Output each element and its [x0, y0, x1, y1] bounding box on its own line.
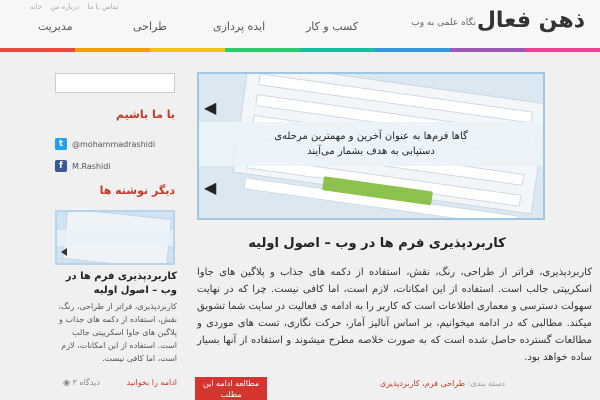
site-tagline: نگاه علمی به وب — [411, 18, 476, 28]
twitter-icon: t — [55, 138, 67, 150]
other-posts-title: دیگر نوشته ها — [99, 184, 175, 197]
search-input[interactable] — [55, 73, 175, 93]
meta-tags[interactable]: طراحی فرم، کاربردپذیری — [380, 379, 466, 388]
meta-label: دسته بندی: — [467, 379, 505, 388]
side-comments-count[interactable]: ◉ ۳ دیدگاه — [63, 378, 100, 387]
post-title[interactable]: کاربردپذیری فرم ها در وب – اصول اولیه — [248, 236, 506, 251]
arrow-icon: ◀ — [204, 98, 217, 117]
side-post-title[interactable]: کاربردپذیری فرم ها در وب – اصول اولیه — [65, 271, 177, 296]
color-stripe-segment — [375, 48, 450, 52]
color-stripe-segment — [450, 48, 525, 52]
facebook-link[interactable] — [55, 158, 111, 174]
nav-management[interactable]: مدیریت — [38, 20, 73, 33]
twitter-handle: @mohammadrashidi — [72, 139, 156, 149]
follow-title: با ما باشیم — [115, 108, 175, 121]
side-post-thumbnail[interactable] — [55, 210, 175, 265]
color-stripe-segment — [300, 48, 375, 52]
top-link-about[interactable]: درباره من — [50, 3, 80, 11]
top-links — [30, 3, 125, 11]
hero-caption-line-1: گاها فرم‌ها به عنوان آخرین و مهمترین مرحله‌ی — [274, 131, 468, 142]
hero-caption — [199, 122, 543, 166]
read-more-button[interactable]: مطالعه ادامه این مطلب — [195, 377, 267, 400]
twitter-link[interactable] — [55, 136, 155, 152]
color-stripe-segment — [0, 48, 75, 52]
color-stripe-segment — [525, 48, 600, 52]
hero-caption-line-2: دستیابی به هدف بشمار می‌آیند — [307, 146, 435, 157]
top-link-home[interactable]: خانه — [30, 3, 43, 11]
facebook-name: M.Rashidi — [72, 161, 111, 171]
side-read-more[interactable]: ادامه را بخوانید — [126, 378, 177, 387]
site-logo[interactable]: ذهن فعال — [476, 8, 585, 33]
nav-design[interactable]: طراحی — [133, 20, 167, 33]
side-thumbnail-image — [57, 212, 175, 265]
facebook-icon: f — [55, 160, 67, 172]
color-stripe-segment — [150, 48, 225, 52]
header — [0, 0, 600, 48]
nav-ideation[interactable]: ایده پردازی — [213, 20, 266, 33]
nav-business[interactable]: کسب و کار — [306, 20, 359, 33]
color-stripe — [0, 48, 600, 52]
top-link-contact[interactable]: تماس با ما — [87, 3, 119, 11]
side-post-excerpt: کاربردپذیری، فراتر از طراحی، رنگ، نقش، استفاده از دکمه های جذاب و پلاگین های جاوا اسکریپتی جالب است. استفاده از این امکانات، لازم است، اما کافی نیست. — [58, 302, 177, 363]
post-excerpt: کاربردپذیری، فراتر از طراحی، رنگ، نقش، استفاده از دکمه های جذاب و پلاگین های جاوا اسکریپتی جالب است. استفاده از این امکانات، لازم است، اما کافی نیست. چرا که در نهایت سهولت دسترسی و معماری اطلاعات است که کاربر را به ادامه ی فعالیت در سایت شما تشویق میکند. مطالبی که در ادامه میخوانیم، بر اساس آنالیز آمار، حرکت نگاری، تست های موردی و مطالعات گسترده حاصل شده است که به صورت خلاصه مطرح میشوند و استفاده از آنها بسیار ساده خواهد بود. — [197, 267, 592, 363]
color-stripe-segment — [75, 48, 150, 52]
arrow-icon: ◀ — [204, 178, 217, 197]
comment-icon: ◉ — [63, 378, 70, 387]
color-stripe-segment — [225, 48, 300, 52]
post-meta — [380, 379, 505, 388]
featured-image[interactable] — [197, 72, 545, 220]
